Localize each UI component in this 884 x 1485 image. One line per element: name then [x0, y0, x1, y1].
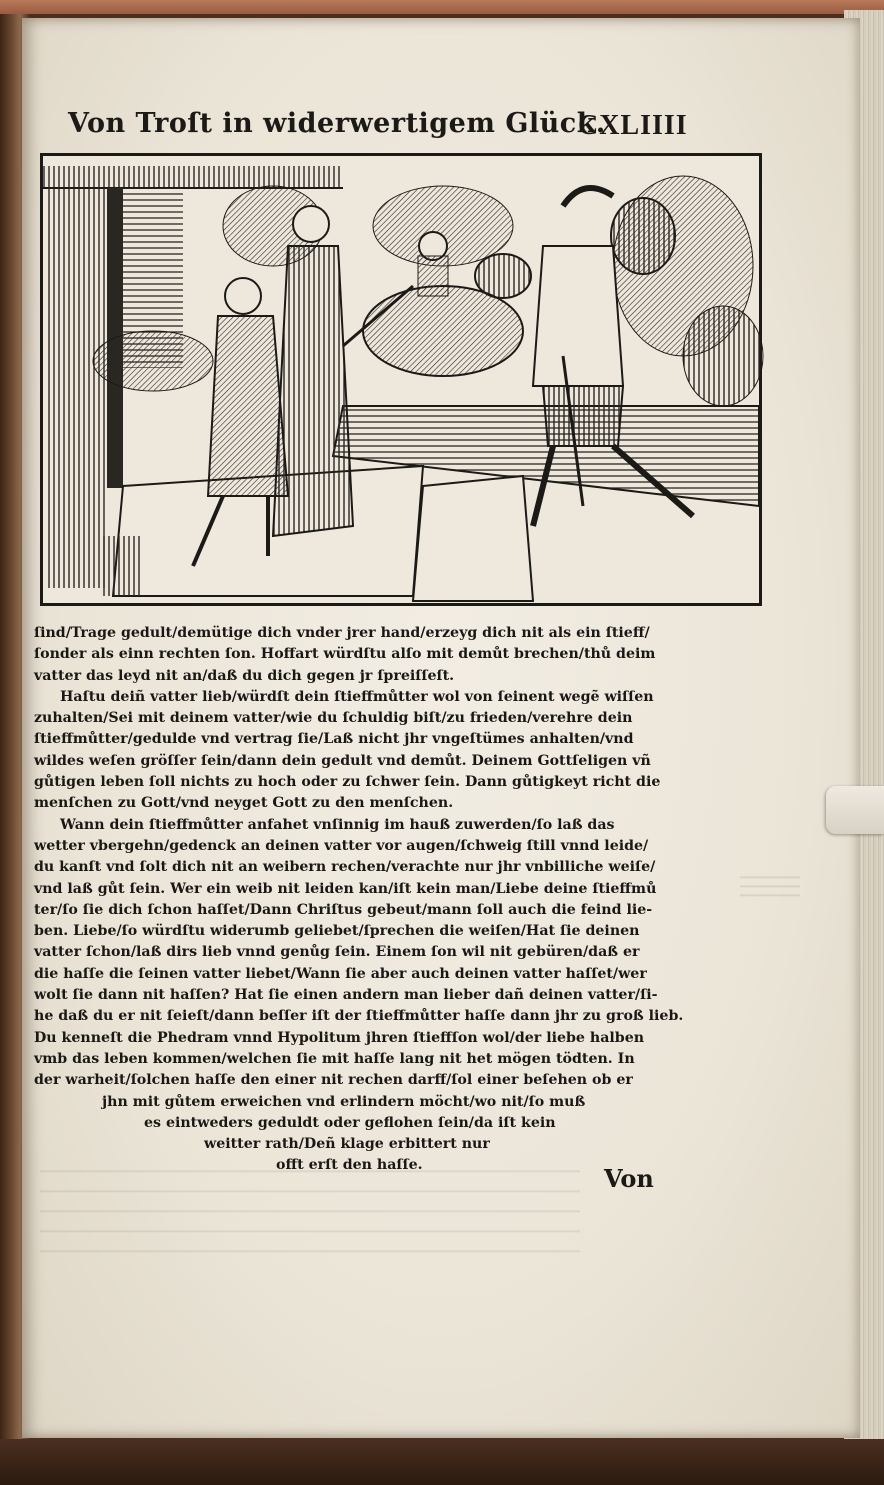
text-line: zuhalten/Sei mit deinem vatter/wie du ſchuldig biſt/zu frieden/verehre dein [34, 710, 633, 727]
woodcut-illustration [40, 153, 762, 606]
text-line: die haſſe die ſeinen vatter liebet/Wann ſie aber auch deinen vatter haſſet/wer [34, 965, 647, 982]
text-line: du kanſt vnd ſolt dich nit an weibern rechen/verachte nur jhr vnbilliche weiſe/ [34, 859, 656, 876]
text-line: Du kenneſt die Phedram vnnd Hypolitum jhren ſtieffſon wol/der liebe halben [34, 1029, 645, 1046]
text-line: Wann dein ſtieffmůtter anfahet vnſinnig im hauß zuwerden/ſo laß das [60, 816, 615, 833]
text-line: der warheit/ſolchen haſſe den einer nit rechen darff/ſol einer beſehen ob er [34, 1072, 633, 1089]
text-line: jhn mit gůtem erweichen vnd erlindern möcht/wo nit/ſo muß [102, 1093, 586, 1110]
text-line: vatter ſchon/laß dirs lieb vnnd genůg ſein. Einem ſon wil nit gebüren/daß er [34, 944, 640, 961]
text-line: he daß du er nit ſeieſt/dann beſſer iſt der ſtieffmůtter haſſe dann jhr zu groß lieb. [34, 1008, 684, 1025]
bleed-through-text [40, 1160, 580, 1260]
book-bottom-shadow [0, 1439, 884, 1485]
text-line: vatter das leyd nit an/daß du dich gegen jr ſpreiſſeſt. [34, 667, 455, 684]
text-line: wildes weſen gröſſer ſein/dann dein gedult vnd demůt. Deinem Gottſeligen vñ [34, 752, 651, 769]
folio-number: CXLIIII [578, 110, 688, 141]
binding-edge [0, 0, 884, 14]
text-line: ſtieffmůtter/gedulde vnd vertrag ſie/Laß nicht jhr vngeſtümes anhalten/vnd [34, 731, 634, 748]
text-line: menſchen zu Gott/vnd neyget Gott zu den menſchen. [34, 795, 454, 812]
woodcut-drawing [43, 156, 759, 603]
body-text [34, 623, 684, 1177]
catchword: Von [604, 1164, 654, 1193]
text-line: offt erſt den haſſe. [276, 1157, 423, 1174]
text-line: ben. Liebe/ſo würdſtu widerumb geliebet/ſprechen die weiſen/Hat ſie deinen [34, 923, 640, 940]
text-line: ſonder als einn rechten ſon. Hoffart würdſtu alſo mit demůt brechen/thů deim [34, 646, 656, 663]
margin-bleed-through [740, 870, 800, 900]
text-line: Haſtu deiñ vatter lieb/würdſt dein ſtieffmůtter wol von ſeinent wegẽ wiſſen [60, 688, 654, 705]
text-line: vnd laß gůt ſein. Wer ein weib nit leiden kan/iſt kein man/Liebe deine ſtieffmů [34, 880, 657, 897]
running-title: Von Troſt in widerwertigem Glück. [68, 108, 606, 139]
text-line: es eintweders geduldt oder geflohen ſein/da iſt kein [144, 1114, 556, 1131]
page-tab-marker [826, 786, 884, 834]
text-line: wetter vbergehn/gedenck an deinen vatter vor augen/ſchweig ſtill vnnd leide/ [34, 837, 649, 854]
text-line: vmb das leben kommen/welchen ſie mit haſſe lang nit het mögen tödten. In [34, 1050, 635, 1067]
text-line: ſind/Trage gedult/demütige dich vnder jrer hand/erzeyg dich nit als ein ſtieff/ [34, 625, 650, 641]
text-line: ter/ſo ſie dich ſchon haſſet/Dann Chriſtus gebeut/mann ſoll auch die feind lie- [34, 901, 653, 918]
text-line: wolt ſie dann nit haſſen? Hat ſie einen andern man lieber dañ deinen vatter/ſi- [34, 987, 658, 1004]
text-line: weitter rath/Deñ klage erbittert nur [204, 1136, 490, 1153]
text-line: gůtigen leben ſoll nichts zu hoch oder zu ſchwer ſein. Dann gůtigkeyt richt die [34, 774, 661, 791]
